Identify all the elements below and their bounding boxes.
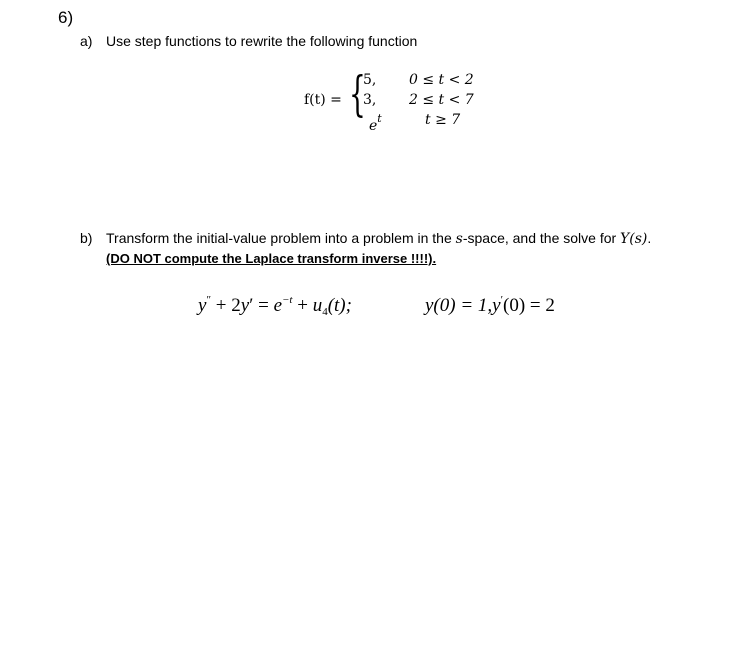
case-1-value: 5,: [363, 72, 377, 88]
question-number: 6): [58, 8, 74, 27]
part-b-text-middle: -space, and the solve for: [462, 230, 621, 246]
case-3-exponent: t: [377, 112, 382, 125]
instruction-note: (DO NOT compute the Laplace transform inverse !!!!).: [106, 251, 437, 266]
ic-1: y(0) = 1,: [425, 295, 493, 316]
eq-double-prime: ″: [206, 294, 212, 306]
s-variable: s: [455, 231, 463, 247]
eq-prime: ′: [249, 295, 254, 316]
part-b-text-end: .: [647, 230, 652, 246]
y-of-s: Y(s): [620, 231, 648, 247]
eq-e-exponent: −t: [282, 294, 293, 306]
case-2-condition: 2 ≤ t < 7: [409, 92, 474, 108]
ic-2-y: y: [492, 295, 501, 316]
ic-2-rest: (0) = 2: [503, 295, 555, 316]
eq-equals: =: [253, 295, 274, 316]
initial-conditions: [425, 294, 555, 317]
eq-u: u: [312, 295, 323, 316]
eq-e: e: [273, 295, 282, 316]
ic-2-prime: ′: [500, 294, 504, 306]
eq-u-arg: (t);: [327, 295, 352, 316]
eq-u-subscript: 4: [322, 306, 328, 318]
eq-plus-u: +: [292, 295, 313, 316]
case-2-value: 3,: [363, 92, 377, 108]
part-a-text: Use step functions to rewrite the following function: [106, 33, 418, 49]
part-b-text-start: Transform the initial-value problem into a problem in the: [106, 230, 456, 246]
case-3-base: e: [369, 118, 378, 134]
case-3-value: [369, 112, 382, 134]
piecewise-brace: {: [349, 66, 366, 122]
eq-y: y: [198, 295, 207, 316]
part-b-text: [106, 230, 651, 247]
eq-y-2: y: [240, 295, 250, 316]
ivp-equation: [198, 294, 352, 318]
part-a-label: a): [80, 33, 93, 49]
case-3-condition: t ≥ 7: [425, 112, 461, 128]
eq-plus-2: + 2: [211, 295, 241, 316]
case-1-condition: 0 ≤ t < 2: [409, 72, 474, 88]
function-lhs: f(t) =: [304, 92, 342, 108]
part-b-label: b): [80, 230, 93, 246]
